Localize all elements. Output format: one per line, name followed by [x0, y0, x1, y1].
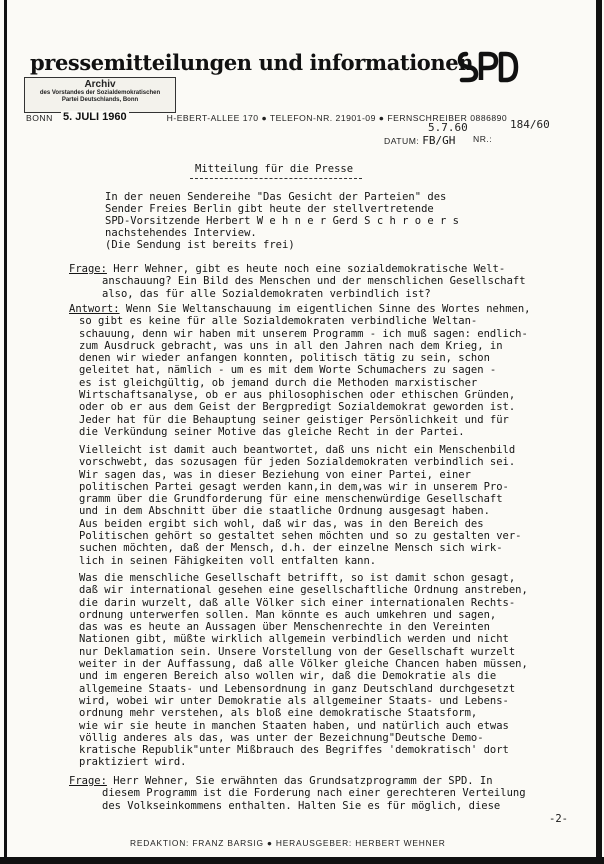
answer-line: Wenn Sie Weltanschauung im eigentlichen Sinne des Wortes nehmen, [119, 303, 531, 315]
paragraph-line: Nationen gibt, müßte wirklich allgemein verbindlich werden und nicht [79, 633, 509, 646]
answer-1 [69, 303, 589, 438]
address-city: BONN [26, 113, 53, 123]
reference-code: FB/GH [422, 134, 456, 147]
spd-logo [456, 46, 520, 88]
paragraph-line: kratische Republik"unter Mißbrauch des Begriffes 'demokratisch' dort [79, 744, 509, 757]
paragraph-line: und in dem Abschnitt über die staatliche Ordnung ausgesagt haben. [79, 505, 490, 518]
paragraph-line: wie wir sie heute in manchen Staaten haben, und natürlich auch etwas [79, 719, 509, 732]
scan-edge-right [596, 0, 602, 864]
paragraph-line: Vielleicht ist damit auch beantwortet, daß uns nicht ein Menschenbild [79, 444, 516, 456]
answer-line: Jeder hat für die Behauptung seiner geistiger Persönlichkeit und für [79, 413, 509, 426]
masthead-title: pressemitteilungen und informationen [30, 50, 474, 75]
page-continuation-mark: -2- [549, 813, 568, 825]
datum-label: DATUM: [384, 136, 420, 146]
paragraph-line: Was die menschliche Gesellschaft betrifft, so ist damit schon gesagt, [79, 572, 516, 584]
paragraph-line: weiter in der Auffassung, daß alle Völker gleiche Chancen haben müssen, [79, 658, 528, 671]
paragraph-line: gramm über die Grundforderung für eine menschenwürdige Gesellschaft [79, 493, 503, 506]
paragraph-line: ordnung unterwerfen sollen. Man könnte es auch umkehren und sagen, [79, 608, 497, 621]
paragraph-3 [69, 572, 589, 769]
footer-credits: REDAKTION: FRANZ BARSIG ● HERAUSGEBER: HERBERT WEHNER [130, 838, 446, 848]
answer-line: so gibt es keine für alle Sozialdemokraten verbindliche Weltan- [79, 315, 478, 328]
answer-tag: Antwort: [69, 303, 120, 315]
paragraph-line: allgemeine Staats- und Lebensordnung in ganz Deutschland durchgesetzt [79, 682, 516, 695]
answer-line: die Verkündung seiner Motive das gleiche Recht in der Partei. [79, 425, 465, 438]
paragraph-line: Wir sagen das, was in dieser Beziehung von einer Partei, einer [79, 468, 471, 481]
address-details: H-EBERT-ALLEE 170 ● TELEFON-NR. 21901-09 ● FERNSCHREIBER 0886890 [166, 113, 508, 123]
intro-line: Sender Freies Berlin gibt heute der stellvertretende [105, 203, 434, 215]
question-line: diesem Programm ist die Forderung nach einer gerechteren Verteilung [102, 787, 526, 800]
question-1 [69, 263, 589, 300]
paragraph-line: und im engeren Bereich also wollen wir, daß die Demokratie als die [79, 670, 497, 683]
paragraph-line: lich in seinen Fähigkeiten voll entfalten kann. [79, 554, 377, 567]
scan-edge-bottom [0, 857, 604, 864]
paragraph-line: nur Deklamation sein. Unsere Vorstellung von der Gesellschaft wurzelt [79, 645, 516, 658]
intro-paragraph [105, 191, 575, 251]
paragraph-line: das was es heute an Aussagen über Menschenrechte in den Vereinten [79, 621, 490, 634]
archive-stamp [24, 77, 176, 113]
intro-line: SPD-Vorsitzende Herbert W e h n e r Gerd S c h r o e r s [105, 215, 460, 227]
paragraph-2 [69, 444, 589, 567]
intro-line: In der neuen Sendereihe "Das Gesicht der Parteien" des [105, 191, 447, 203]
heading-underline [190, 178, 362, 179]
answer-line: denen wir wieder anfangen konnten, politisch tätig zu sein, schon [79, 352, 490, 365]
intro-line: nachstehendes Interview. [105, 227, 257, 239]
datum-field [384, 134, 455, 147]
answer-line: geleitet hat, nämlich - um es mit dem Worte Schumachers zu sagen - [79, 364, 497, 377]
nr-label: NR.: [473, 134, 493, 144]
stamp-line-1: des Vorstandes der Sozialdemokratischen [39, 90, 161, 96]
received-date-stamp: 5. JULI 1960 [63, 111, 127, 123]
stamp-line-2: Partei Deutschlands, Bonn [61, 97, 139, 103]
paragraph-line: völlig anderes als das, was unter der Bezeichnung"Deutsche Demo- [79, 731, 484, 744]
handwritten-number: 184/60 [510, 118, 550, 131]
scan-edge-left [4, 0, 7, 864]
handwritten-date: 5.7.60 [428, 121, 468, 134]
answer-line: es ist gleichgültig, ob jemand durch die Methoden marxistischer [79, 376, 478, 389]
paragraph-line: praktiziert wird. [79, 756, 187, 769]
paragraph-line: vorschwebt, das sozusagen für jeden Sozialdemokraten verbindlich sei. [79, 456, 516, 469]
answer-line: Wirtschaftsanalyse, ob er aus philosophischen oder ethischen Gründen, [79, 389, 516, 402]
answer-line: oder ob er aus dem Geist der Bergpredigt Sozialdemokrat geworden ist. [79, 401, 516, 414]
paragraph-line: politischen Partei gesagt werden kann,in dem,was wir in unserem Pro- [79, 480, 509, 493]
question-line: des Volkseinkommens enthalten. Halten Sie es für möglich, diese [102, 799, 501, 812]
question-line: Herr Wehner, Sie erwähnten das Grundsatzprogramm der SPD. In [106, 775, 493, 787]
paragraph-line: ordnung mehr verstehen, als bloß eine demokratische Staatsform, [79, 707, 478, 720]
paragraph-line: wird, wobei wir unter Demokratie als allgemeiner Staats- und Lebens- [79, 694, 509, 707]
question-2 [69, 775, 589, 812]
question-tag: Frage: [69, 263, 107, 275]
question-line: anschauung? Ein Bild des Menschen und der menschlichen Gesellschaft [102, 275, 526, 288]
paragraph-line: Politischen gehört so gestaltet sehen möchten und so zu gestalten ver- [79, 530, 522, 543]
paragraph-line: Aus beiden ergibt sich wohl, daß wir das, was in den Bereich des [79, 517, 484, 530]
document-heading: Mitteilung für die Presse [195, 163, 354, 175]
question-line: Herr Wehner, gibt es heute noch eine sozialdemokratische Welt- [106, 263, 506, 275]
answer-line: zum Ausdruck gebracht, was uns in all den Jahren nach dem Krieg, in [79, 339, 503, 352]
paragraph-line: die darin wurzelt, daß alle Völker sich einer internationalen Rechts- [79, 596, 516, 609]
question-line: also, das für alle Sozialdemokraten verbindlich ist? [102, 287, 431, 300]
paragraph-line: daß wir international gesehen eine gesellschaftliche Ordnung anstreben, [79, 584, 528, 597]
question-tag: Frage: [69, 775, 107, 787]
stamp-title: Archiv [84, 79, 116, 90]
paragraph-line: suchen möchten, daß der Mensch, d.h. der einzelne Mensch sich wirk- [79, 542, 503, 555]
intro-line: (Die Sendung ist bereits frei) [105, 239, 295, 251]
answer-line: schauung, denn wir haben mit unserem Programm - ich muß sagen: endlich- [79, 327, 528, 340]
